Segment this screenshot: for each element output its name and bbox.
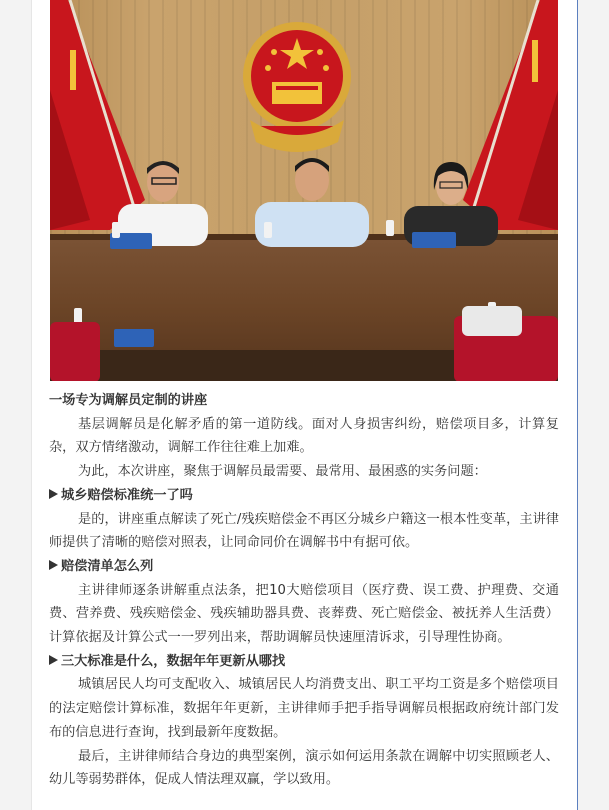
paragraph: 城镇居民人均可支配收入、城镇居民人均消费支出、职工平均工资是多个赔偿项目的法定赔偿计算标准，数据年年更新，主讲律师手把手指导调解员根据政府统计部门发布的信息进行查询，找到最新年度数据。	[49, 677, 559, 740]
section-heading: 城乡赔偿标准统一了吗	[49, 484, 559, 508]
article-body	[49, 389, 559, 792]
triangle-bullet-icon	[49, 655, 58, 665]
chair	[50, 322, 100, 381]
paragraph: 基层调解员是化解矛盾的第一道防线。面对人身损害纠纷，赔偿项目多，计算复杂，双方情绪激动，调解工作往往难上加难。	[49, 416, 559, 456]
national-emblem-icon	[238, 16, 356, 154]
water-bottle	[264, 222, 272, 238]
nameplate	[412, 232, 456, 248]
water-bottle	[386, 220, 394, 236]
page-right-border	[577, 0, 578, 810]
triangle-bullet-icon	[49, 560, 58, 570]
paragraph: 最后，主讲律师结合身边的典型案例，演示如何运用条款在调解中切实照顾老人、幼儿等弱势群体，促成人情法理双赢，学以致用。	[49, 748, 559, 788]
paragraph: 是的，讲座重点解读了死亡/残疾赔偿金不再区分城乡户籍这一根本性变革，主讲律师提供了清晰的赔偿对照表，让同命同价在调解书中有据可依。	[49, 511, 559, 551]
nameplate	[114, 329, 154, 347]
section-heading: 三大标准是什么，数据年年更新从哪找	[49, 650, 559, 674]
paragraph: 为此，本次讲座，聚焦于调解员最需要、最常用、最困惑的实务问题：	[78, 464, 487, 480]
article-title: 一场专为调解员定制的讲座	[49, 393, 208, 408]
water-bottle	[112, 222, 120, 238]
triangle-bullet-icon	[49, 489, 58, 499]
section-heading: 赔偿清单怎么列	[49, 555, 559, 579]
chair	[462, 306, 522, 336]
lecture-photo	[50, 0, 558, 381]
paragraph: 主讲律师逐条讲解重点法条，把10大赔偿项目（医疗费、误工费、护理费、交通费、营养费、残疾赔偿金、残疾辅助器具费、丧葬费、死亡赔偿金、被抚养人生活费）计算依据及计算公式一一罗列出来，帮助调解员快速厘清诉求，引导理性协商。	[49, 582, 559, 646]
